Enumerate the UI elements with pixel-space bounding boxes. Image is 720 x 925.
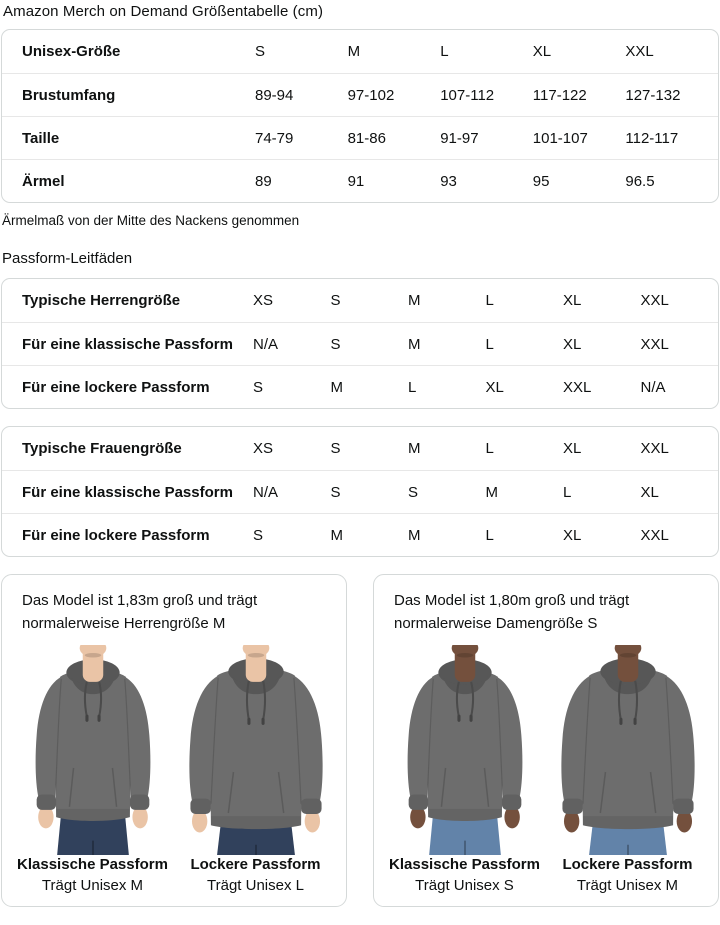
size-cell: XL (563, 440, 582, 457)
size-cell: L (563, 483, 572, 501)
size-cell: S (330, 483, 341, 501)
fit-table-women (1, 426, 719, 557)
measurement-cell: 117-122 (532, 86, 587, 104)
female-model-classic-hoodie-photo (387, 645, 543, 855)
size-cell: L (408, 378, 417, 396)
row-label: Typische Herrengröße (22, 292, 181, 309)
size-cell: N/A (640, 378, 666, 396)
sleeve-measurement-note: Ärmelmaß von der Mitte des Nackens genommen (2, 213, 300, 228)
measurement-cell: 127-132 (625, 86, 681, 104)
table-row (2, 279, 718, 322)
table-row (2, 116, 718, 159)
size-cell: XXL (625, 43, 654, 60)
measurement-cell: 91 (347, 172, 365, 190)
measurement-cell: 96.5 (625, 172, 655, 190)
size-cell: M (408, 526, 421, 544)
size-cell: S (330, 335, 341, 353)
size-cell: XL (563, 292, 582, 309)
figure-fit-label: Klassische Passform (389, 856, 540, 873)
size-cell: S (253, 378, 264, 396)
row-label: Für eine lockere Passform (22, 526, 210, 544)
size-cell: M (408, 292, 421, 309)
measurement-cell: 81-86 (347, 129, 386, 147)
size-cell: L (485, 335, 494, 353)
measurement-cell: 101-107 (532, 129, 588, 147)
size-cell: S (330, 292, 341, 309)
table-row (2, 30, 718, 73)
size-cell: XS (253, 292, 274, 309)
size-cell: M (347, 43, 361, 60)
page-title: Amazon Merch on Demand Größentabelle (cm) (3, 3, 324, 20)
model-card-title: Das Model ist 1,80m groß und trägt normalerweise Damengröße S (394, 592, 630, 632)
model-figures (382, 645, 710, 894)
size-cell: L (485, 292, 494, 309)
figure-fit-label: Lockere Passform (190, 856, 321, 873)
measurement-cell: 112-117 (625, 129, 679, 147)
figure-size-label: Trägt Unisex S (415, 877, 514, 894)
table-row (2, 159, 718, 202)
model-figure-loose-fit (547, 645, 708, 894)
size-measurements-table (1, 29, 719, 203)
row-label: Unisex-Größe (22, 43, 121, 60)
size-cell: M (408, 440, 421, 457)
size-cell: S (408, 483, 419, 501)
size-cell: XL (563, 335, 582, 353)
size-cell: XXL (640, 335, 669, 353)
size-cell: XL (485, 378, 504, 396)
fit-table-men (1, 278, 719, 409)
model-card-title: Das Model ist 1,83m groß und trägt normalerweise Herrengröße M (22, 592, 258, 632)
row-label: Für eine klassische Passform (22, 483, 233, 501)
table-row (2, 322, 718, 365)
figure-size-label: Trägt Unisex L (207, 877, 304, 894)
size-cell: M (485, 483, 498, 501)
size-cell: L (440, 43, 449, 60)
size-cell: XL (532, 43, 552, 60)
figure-fit-label: Lockere Passform (562, 856, 693, 873)
row-label: Ärmel (22, 172, 65, 190)
size-cell: XXL (640, 440, 669, 457)
measurement-cell: 89-94 (255, 86, 294, 104)
male-model-loose-hoodie-photo (178, 645, 334, 855)
measurement-cell: 97-102 (347, 86, 395, 104)
size-cell: M (330, 378, 343, 396)
size-cell: M (330, 526, 343, 544)
size-cell: XL (640, 483, 659, 501)
table-row (2, 513, 718, 556)
model-card-women (373, 574, 719, 907)
model-figure-classic-fit (12, 645, 173, 894)
model-card-men (1, 574, 347, 907)
measurement-cell: 91-97 (440, 129, 479, 147)
measurement-cell: 74-79 (255, 129, 294, 147)
measurement-cell: 93 (440, 172, 457, 190)
size-cell: XXL (640, 526, 669, 544)
size-cell: L (485, 526, 494, 544)
row-label: Für eine lockere Passform (22, 378, 210, 396)
figure-fit-label: Klassische Passform (17, 856, 168, 873)
model-figure-loose-fit (175, 645, 336, 894)
fit-guides-heading: Passform-Leitfäden (2, 250, 133, 267)
size-cell: XXL (640, 292, 669, 309)
model-figure-classic-fit (384, 645, 545, 894)
size-cell: S (255, 43, 266, 60)
figure-size-label: Trägt Unisex M (41, 877, 144, 894)
table-row (2, 427, 718, 470)
size-cell: XS (253, 440, 274, 457)
figure-size-label: Trägt Unisex M (576, 877, 679, 894)
size-cell: S (253, 526, 264, 544)
size-cell: XXL (563, 378, 592, 396)
female-model-loose-hoodie-photo (550, 645, 706, 855)
table-row (2, 470, 718, 513)
size-cell: N/A (253, 483, 279, 501)
size-cell: S (330, 440, 341, 457)
size-cell: M (408, 335, 421, 353)
row-label: Typische Frauengröße (22, 440, 182, 457)
model-cards (1, 574, 719, 907)
model-figures (10, 645, 338, 894)
size-cell: N/A (253, 335, 279, 353)
row-label: Für eine klassische Passform (22, 335, 233, 353)
male-model-classic-hoodie-photo (15, 645, 171, 855)
size-cell: XL (563, 526, 582, 544)
table-row (2, 365, 718, 408)
measurement-cell: 107-112 (440, 86, 495, 104)
measurement-cell: 95 (532, 172, 550, 190)
row-label: Taille (22, 129, 60, 147)
measurement-cell: 89 (255, 172, 272, 190)
size-cell: L (485, 440, 494, 457)
table-row (2, 73, 718, 116)
row-label: Brustumfang (22, 86, 116, 104)
